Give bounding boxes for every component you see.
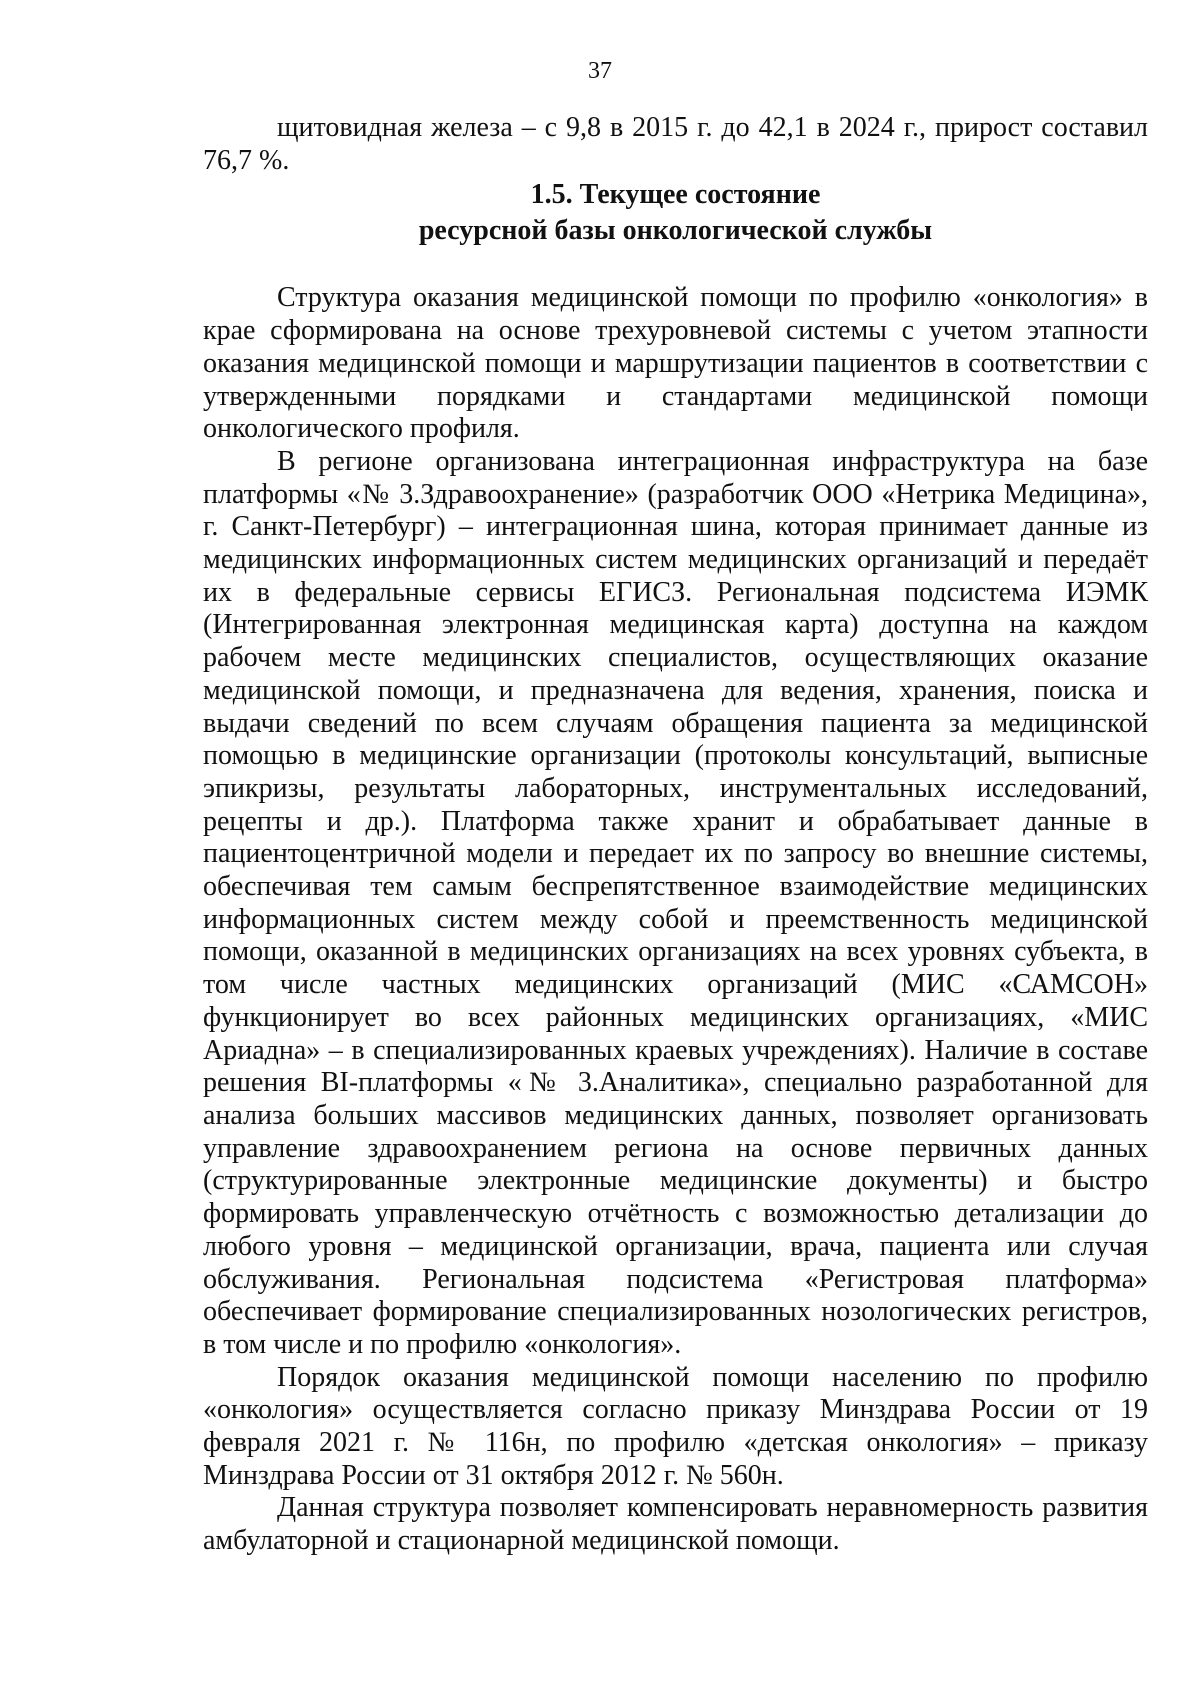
continuation-paragraph: щитовидная железа – с 9,8 в 2015 г. до 42,1 в 2024 г., прирост составил 76,7 %.	[203, 112, 1148, 176]
document-body	[203, 112, 1148, 1558]
page-number: 37	[588, 58, 612, 84]
paragraph-procedure: Порядок оказания медицинской помощи населению по профилю «онкология» осуществляется согласно приказу Минздрава России от 19 февраля 2021 г. № 116н, по профилю «детская онкология» – приказу Минздрава России от 31 октября 2012 г. № 560н.	[203, 1361, 1148, 1491]
paragraph-conclusion: Данная структура позволяет компенсировать неравномерность развития амбулаторной и стационарной медицинской помощи.	[203, 1492, 1148, 1557]
section-heading	[203, 177, 1148, 249]
section-heading-line-2: ресурсной базы онкологической службы	[418, 215, 933, 247]
paragraph-structure: Структура оказания медицинской помощи по профилю «онкология» в крае сформирована на основе трехуровневой системы с учетом этапности оказания медицинской помощи и маршрутизации пациентов в соответствии с утвержденными порядками и стандартами медицинской помощи онкологического профиля.	[203, 282, 1148, 445]
section-heading-line-1: 1.5. Текущее состояние	[530, 179, 821, 211]
paragraph-infrastructure: В регионе организована интеграционная инфраструктура на базе платформы «№ 3.Здравоохранение» (разработчик ООО «Нетрика Медицина», г. Санкт-Петербург) – интеграционная шина, которая принимает данные из медицинских информационных систем медицинских организаций и передаёт их в федеральные сервисы ЕГИСЗ. Региональная подсистема ИЭМК (Интегрированная электронная медицинская карта) доступна на каждом рабочем месте медицинских специалистов, осуществляющих оказание медицинской помощи, и предназначена для ведения, хранения, поиска и выдачи сведений по всем случаям обращения пациента за медицинской помощью в медицинские организации (протоколы консультаций, выписные эпикризы, результаты лабораторных, инструментальных исследований, рецепты и др.). Платформа также хранит и обрабатывает данные в пациентоцентричной модели и передает их по запросу во внешние системы, обеспечивая тем самым беспрепятственное взаимодействие медицинских информационных систем между собой и преемственность медицинской помощи, оказанной в медицинских организациях на всех уровнях субъекта, в том числе частных медицинских организаций (МИС «САМСОН» функционирует во всех районных медицинских организациях, «МИС Ариадна» – в специализированных краевых учреждениях). Наличие в составе решения BI-платформы «№ 3.Аналитика», специально разработанной для анализа больших массивов медицинских данных, позволяет организовать управление здравоохранением региона на основе первичных данных (структурированные электронные медицинские документы) и быстро формировать управленческую отчётность с возможностью детализации до любого уровня – медицинской организации, врача, пациента или случая обслуживания. Региональная подсистема «Регистровая платформа» обеспечивает формирование специализированных нозологических регистров, в том числе и по профилю «онкология».	[203, 445, 1148, 1360]
